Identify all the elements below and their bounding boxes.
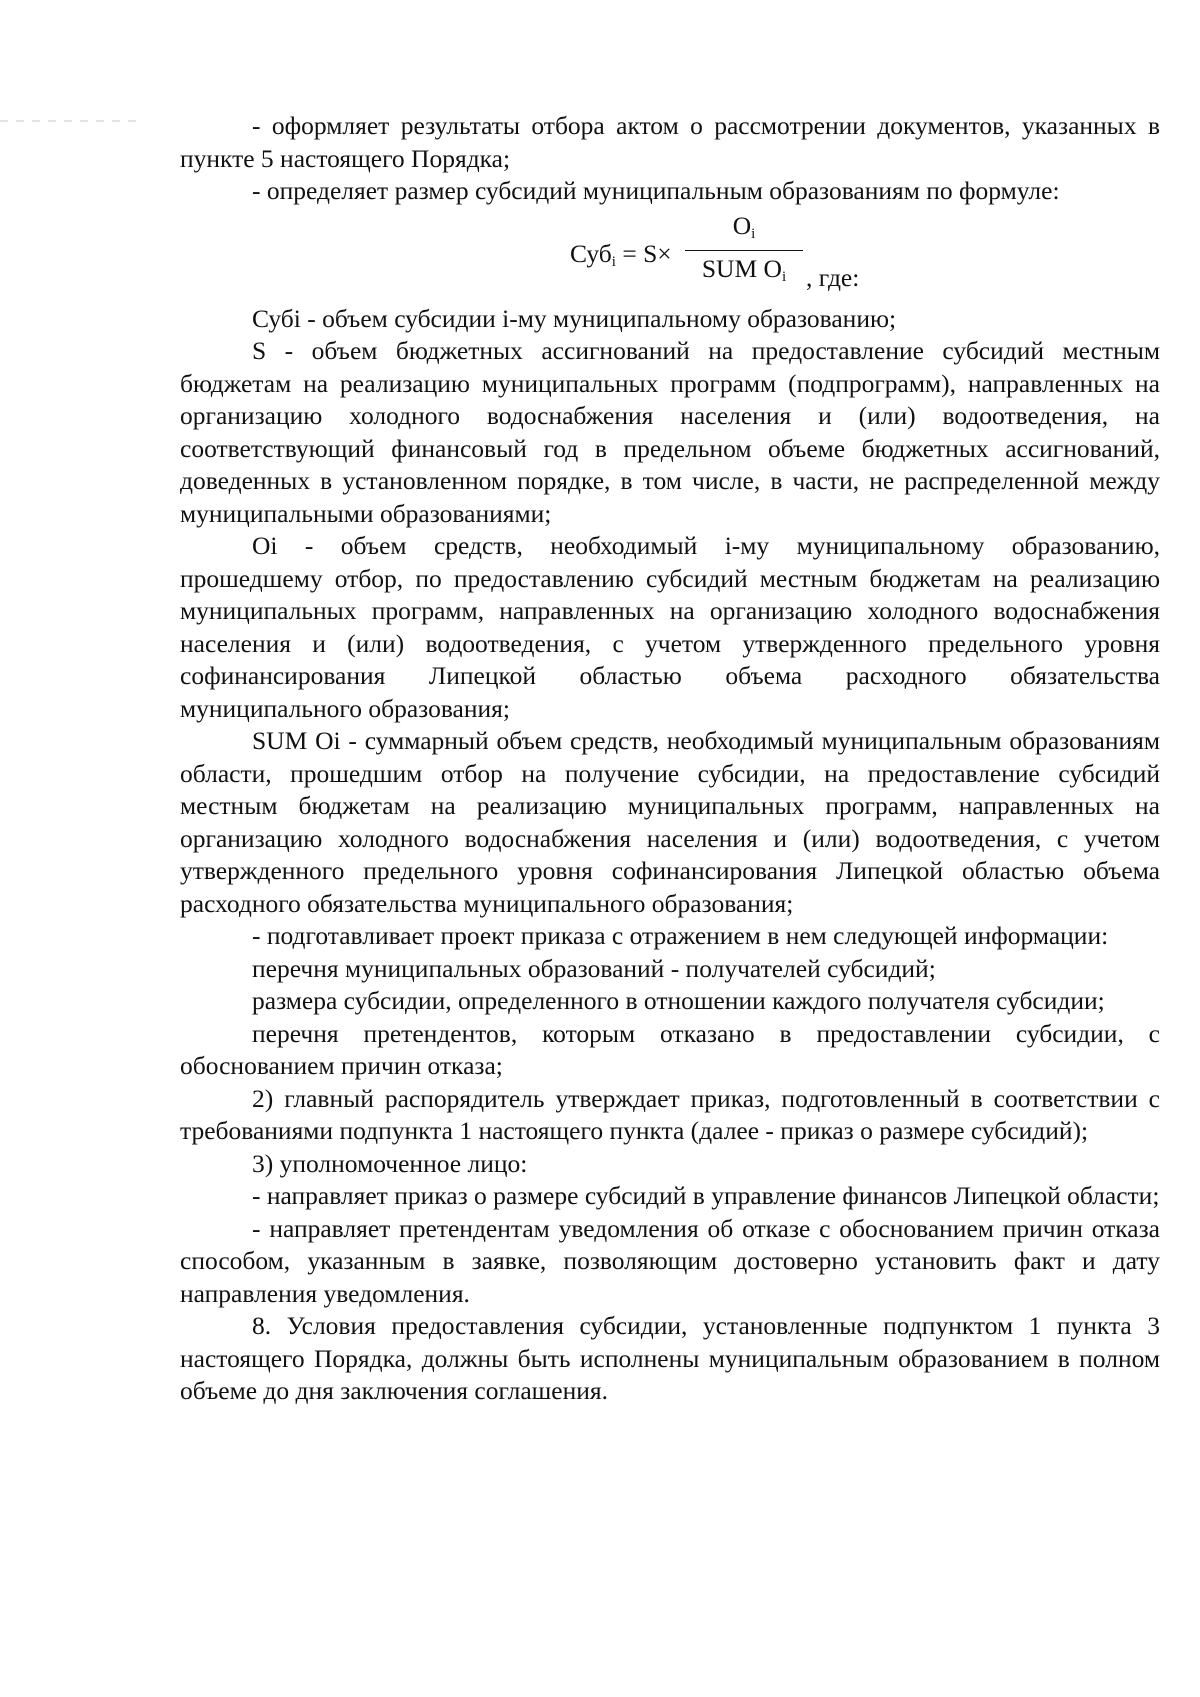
paragraph-authorized-person: 3) уполномоченное лицо: — [252, 1148, 528, 1178]
paragraph-prepare-order: - подготавливает проект приказа с отражением в нем следующей информации: — [252, 921, 1109, 950]
formula-lhs: Суб$_i$ = S× — [570, 238, 672, 270]
formula-denominator: SUM $O_i$ — [701, 253, 787, 285]
scan-edge-mark — [0, 120, 140, 122]
subsidy-formula — [180, 210, 1160, 303]
list-item-municipalities: перечня муниципальных образований - получателей субсидий; — [252, 953, 936, 983]
definition-sub-i: Субi - объем субсидии i-му муниципальному образованию; — [252, 303, 897, 333]
paragraph-results-act: - оформляет результаты отбора актом о рассмотрении документов, указанных в пункте 5 настоящего Порядка; — [180, 111, 1160, 173]
document-page — [180, 110, 1160, 1408]
paragraph-approve-order: 2) главный распорядитель утверждает приказ, подготовленный в соответствии с требованиями подпункта 1 настоящего пункта (далее - приказ о размере субсидий); — [180, 1083, 1160, 1145]
definition-sum-oi: SUM Oi - суммарный объем средств, необходимый муниципальным образованиям области, прошедшим отбор на получение субсидии, на предоставление субсидий местным бюджетам на реализацию муниципальных программ, направленных на организацию холодного водоснабжения населения и (или) водоотведения, с учетом утвержденного предельного уровня софинансирования Липецкой областью объема расходного обязательства муниципального образования; — [180, 726, 1160, 918]
paragraph-send-order: - направляет приказ о размере субсидий в управление финансов Липецкой области; — [252, 1181, 1160, 1210]
list-item-refused-applicants: перечня претендентов, которым отказано в предоставлении субсидии, с обоснованием причин отказа; — [180, 1018, 1160, 1080]
formula-numerator: $O_i$ — [732, 210, 756, 242]
fraction-bar — [685, 250, 803, 251]
paragraph-formula-intro: - определяет размер субсидий муниципальным образованиям по формуле: — [252, 176, 1060, 205]
formula-where: , где: — [806, 262, 860, 292]
definition-oi: Oi - объем средств, необходимый i-му муниципальному образованию, прошедшему отбор, по предоставлению субсидий местным бюджетам на реализацию муниципальных программ, направленных на организацию холодного водоснабжения населения и (или) водоотведения, с учетом утвержденного предельного уровня софинансирования Липецкой областью объема расходного обязательства муниципального образования; — [180, 531, 1160, 723]
definition-s: S - объем бюджетных ассигнований на предоставление субсидий местным бюджетам на реализацию муниципальных программ (подпрограмм), направленных на организацию холодного водоснабжения населения и (или) водоотведения, на соответствующий финансовый год в предельном объеме бюджетных ассигнований, доведенных в установленном порядке, в том числе, в части, не распределенной между муниципальными образованиями; — [180, 336, 1160, 528]
formula-fraction — [685, 212, 803, 291]
paragraph-conditions-8: 8. Условия предоставления субсидии, установленные подпунктом 1 пункта 3 настоящего Порядка, должны быть исполнены муниципальным образованием в полном объеме до дня заключения соглашения. — [180, 1311, 1160, 1405]
paragraph-send-notifications: - направляет претендентам уведомления об отказе с обоснованием причин отказа способом, указанным в заявке, позволяющим достоверно установить факт и дату направления уведомления. — [180, 1213, 1160, 1308]
list-item-subsidy-size: размера субсидии, определенного в отношении каждого получателя субсидии; — [252, 986, 1105, 1015]
